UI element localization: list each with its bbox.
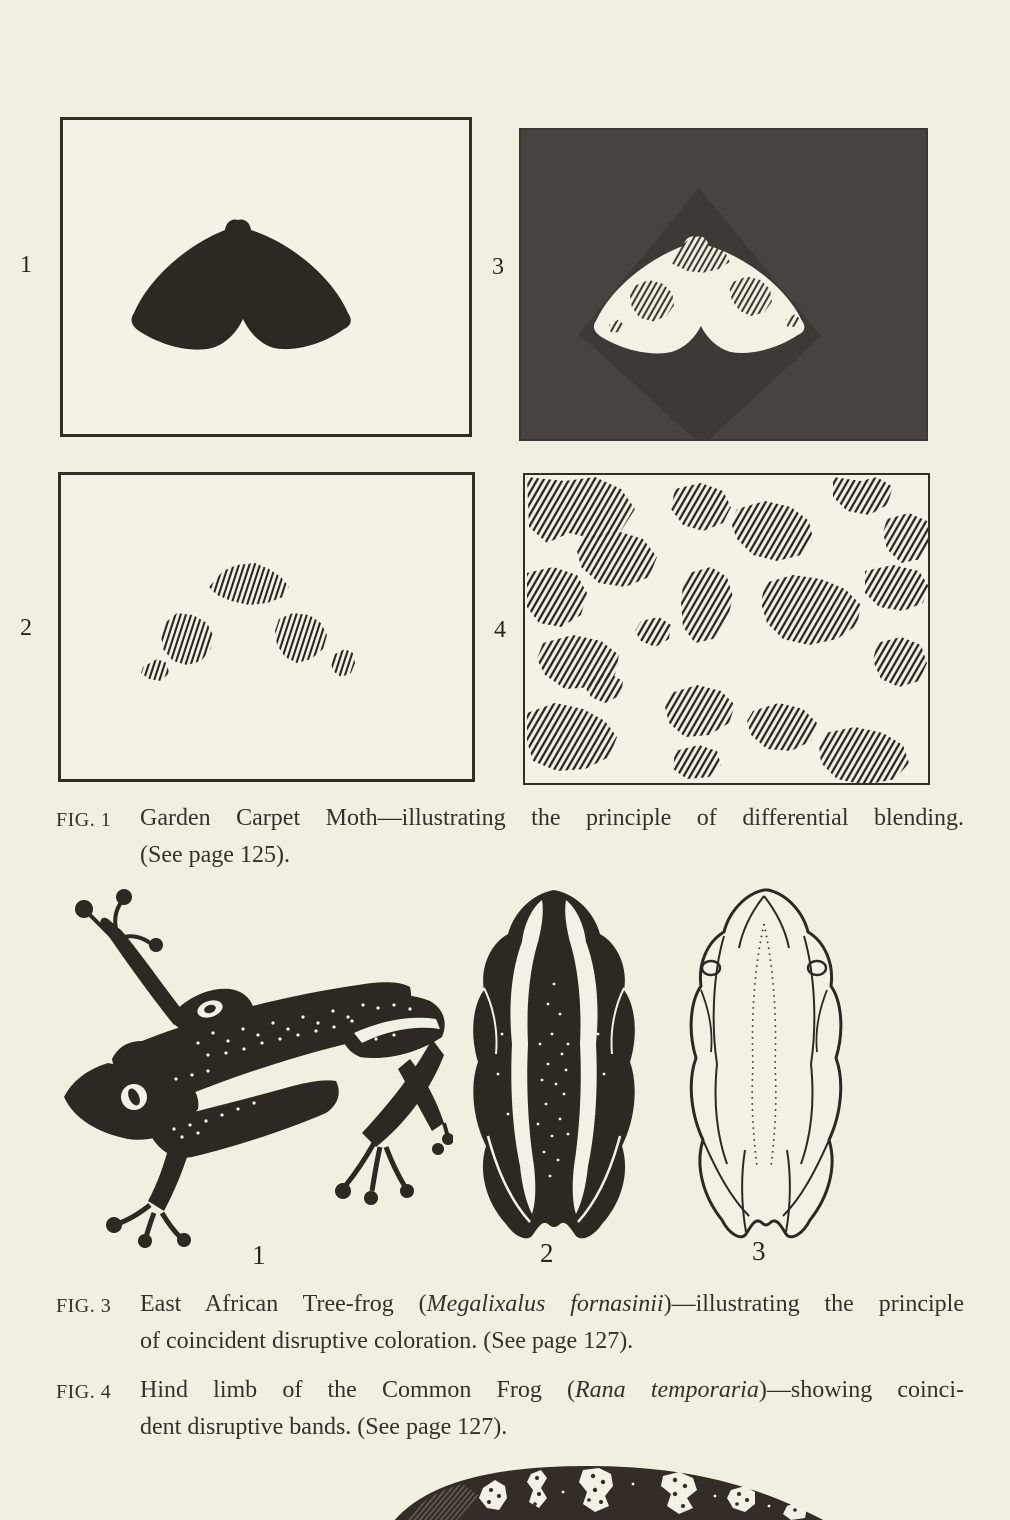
moth-on-dark-illustration <box>521 130 926 439</box>
panel-4-number: 4 <box>494 617 507 643</box>
fig4-caption-line2: dent disruptive bands. (See page 127). <box>140 1414 508 1440</box>
panel-1-number: 1 <box>20 252 33 278</box>
fig1-label: FIG. 1 <box>56 809 112 831</box>
lichen-pattern-illustration <box>525 475 928 783</box>
frog3-outline <box>691 890 841 1237</box>
fig4-label: FIG. 4 <box>56 1381 112 1403</box>
fig3-caption <box>140 1286 964 1360</box>
frog-3-number: 3 <box>752 1236 766 1266</box>
fig1-caption <box>140 800 964 874</box>
tree-frog-dorsal-outline-illustration <box>683 884 845 1246</box>
panel-3-number: 3 <box>492 254 505 280</box>
moth-silhouette-illustration <box>63 120 469 434</box>
tree-frog-side-view-illustration <box>58 883 453 1261</box>
fig4-caption <box>140 1372 964 1446</box>
panel-2-number: 2 <box>20 615 33 641</box>
fig3-label: FIG. 3 <box>56 1295 112 1317</box>
fig3-caption-line2: of coincident disruptive coloration. (See page 127). <box>140 1328 634 1354</box>
species-name: Rana temporaria <box>575 1377 759 1403</box>
fig3-caption-line1: East African Tree-frog (Megalixalus fornasinii)—illustrating the principle <box>140 1291 965 1317</box>
panel-moth-on-dark <box>519 128 928 441</box>
frog1-eye <box>121 1084 147 1110</box>
panel-moth-silhouette <box>60 117 472 437</box>
moth-markings-illustration <box>61 475 472 779</box>
fig4-caption-line1: Hind limb of the Common Frog (Rana temporaria)—showing coinci- <box>140 1377 964 1403</box>
fig1-caption-line1: Garden Carpet Moth—illustrating the principle of differential blending. <box>140 805 964 831</box>
frog1-raised-arm <box>100 918 186 1025</box>
tree-frog-dorsal-striped-illustration <box>468 884 640 1246</box>
fig1-caption-line2: (See page 125). <box>140 842 290 868</box>
frog-hind-limb-partial-illustration <box>383 1462 833 1520</box>
frog-1-number: 1 <box>252 1240 266 1270</box>
hatched-patches <box>141 563 355 681</box>
panel-moth-markings <box>58 472 475 782</box>
moth-shape <box>132 219 351 349</box>
frog-2-number: 2 <box>540 1238 554 1268</box>
lichen-blotches <box>527 477 928 783</box>
frog2-body <box>473 890 635 1238</box>
species-name: Megalixalus fornasinii <box>426 1291 664 1317</box>
panel-lichen-pattern <box>523 473 930 785</box>
